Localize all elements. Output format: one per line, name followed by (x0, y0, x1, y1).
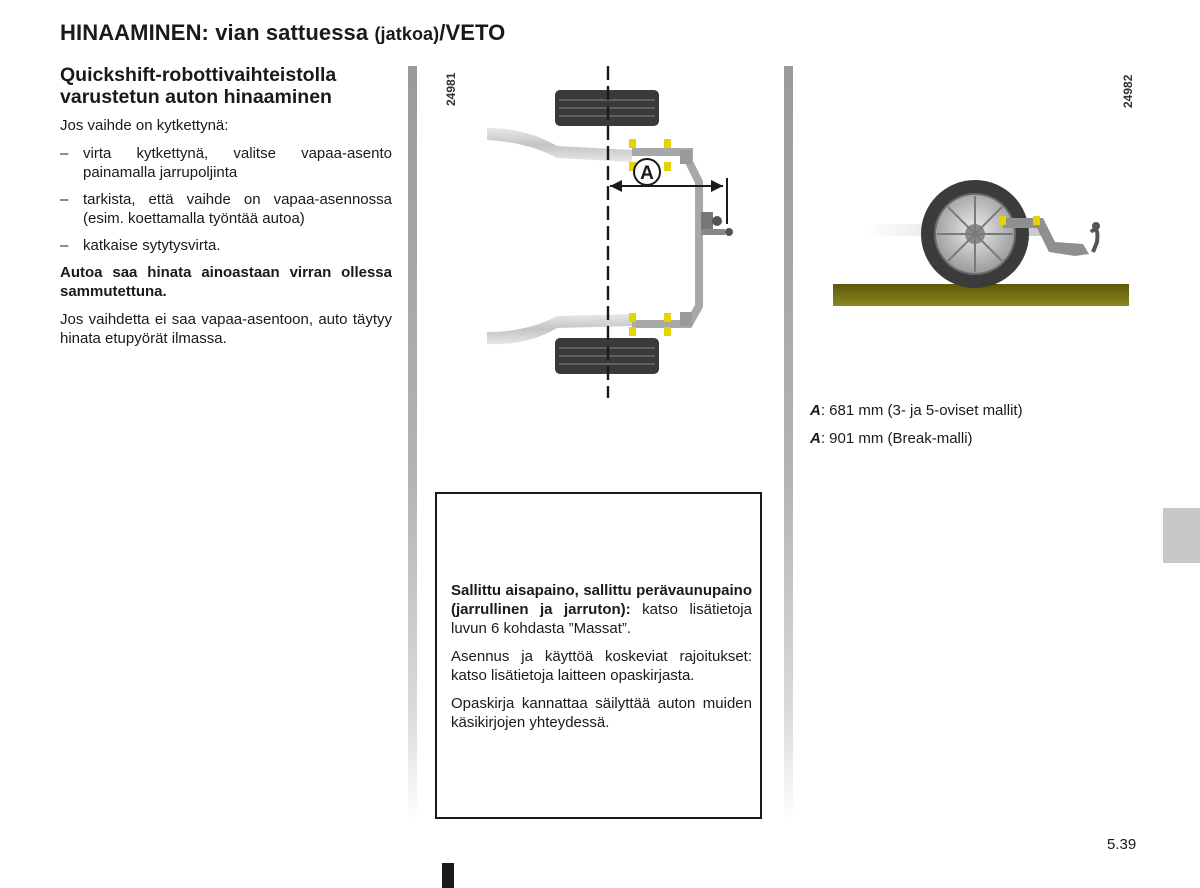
section-heading: Quickshift-robottivaihteistolla varustetun auton hinaaminen (60, 64, 337, 108)
page-number: 5.39 (1107, 836, 1137, 853)
towbar-top-view-illustration (417, 66, 784, 406)
page-title (60, 20, 505, 46)
figure-id: 24981 (444, 72, 458, 106)
chapter-tab (1163, 508, 1200, 563)
dimension-text: : 901 mm (Break-malli) (820, 430, 973, 447)
warning-text: Autoa saa hinata ainoastaan virran ollessa sammutettuna. (60, 264, 392, 300)
notice-rest: katso lisätietoja luvun 6 kohdasta ”Massat”. (451, 601, 752, 637)
dimension-label: A (810, 430, 821, 447)
towbar-side-view-figure (793, 66, 1153, 326)
dash-bullet: – (60, 191, 69, 208)
note-text: Jos vaihdetta ei saa vapaa-asentoon, auto täytyy hinata etupyörät ilmassa. (60, 311, 392, 347)
notice-text (451, 581, 752, 741)
towbar-top-view-figure (417, 66, 784, 406)
dash-bullet: – (60, 145, 69, 162)
notice-box (435, 492, 762, 819)
intro-text: Jos vaihde on kytkettynä: (60, 117, 229, 134)
list-item-text: virta kytkettynä, valitse vapaa-asento painamalla jarrupoljinta (83, 145, 392, 181)
notice-paragraph (451, 581, 752, 638)
instruction-list (60, 144, 392, 255)
left-column (60, 64, 392, 357)
marker-a-label: A (640, 163, 654, 184)
list-item-text: tarkista, että vaihde on vapaa-asennossa (esim. koettamalla työntää autoa) (83, 191, 392, 227)
dash-bullet: – (60, 237, 69, 254)
list-item (60, 144, 392, 182)
dimension-text: : 681 mm (3- ja 5-oviset mallit) (820, 402, 1023, 419)
dimension-line-1 (810, 401, 1023, 420)
body-rail (487, 128, 632, 162)
dimension-notes (810, 401, 1023, 457)
list-item-text: katkaise sytytysvirta. (83, 237, 221, 254)
dimension-label: A (810, 402, 821, 419)
column-divider-bar (408, 66, 417, 823)
figure-id: 24982 (1121, 74, 1135, 108)
column-divider-bar (784, 66, 793, 823)
notice-paragraph: Asennus ja käyttöä koskeviat rajoitukset: katso lisätietoja laitteen opaskirjasta. (451, 648, 752, 684)
title-tail: /VETO (439, 20, 506, 45)
list-item (60, 190, 392, 228)
list-item (60, 236, 392, 255)
notice-bold: Sallittu aisapaino, sallittu perävaunupaino (jarrullinen ja jarruton): (451, 582, 752, 618)
notice-paragraph: Opaskirja kannattaa säilyttää auton muiden käsikirjojen yhteydessä. (451, 695, 752, 731)
title-continued: (jatkoa) (374, 24, 440, 44)
title-main: HINAAMINEN: vian sattuessa (60, 20, 375, 45)
footer-mark (442, 863, 454, 888)
towbar-side-view-illustration (793, 66, 1153, 326)
hitch-ball (1092, 222, 1100, 230)
dimension-line-2 (810, 429, 1023, 448)
